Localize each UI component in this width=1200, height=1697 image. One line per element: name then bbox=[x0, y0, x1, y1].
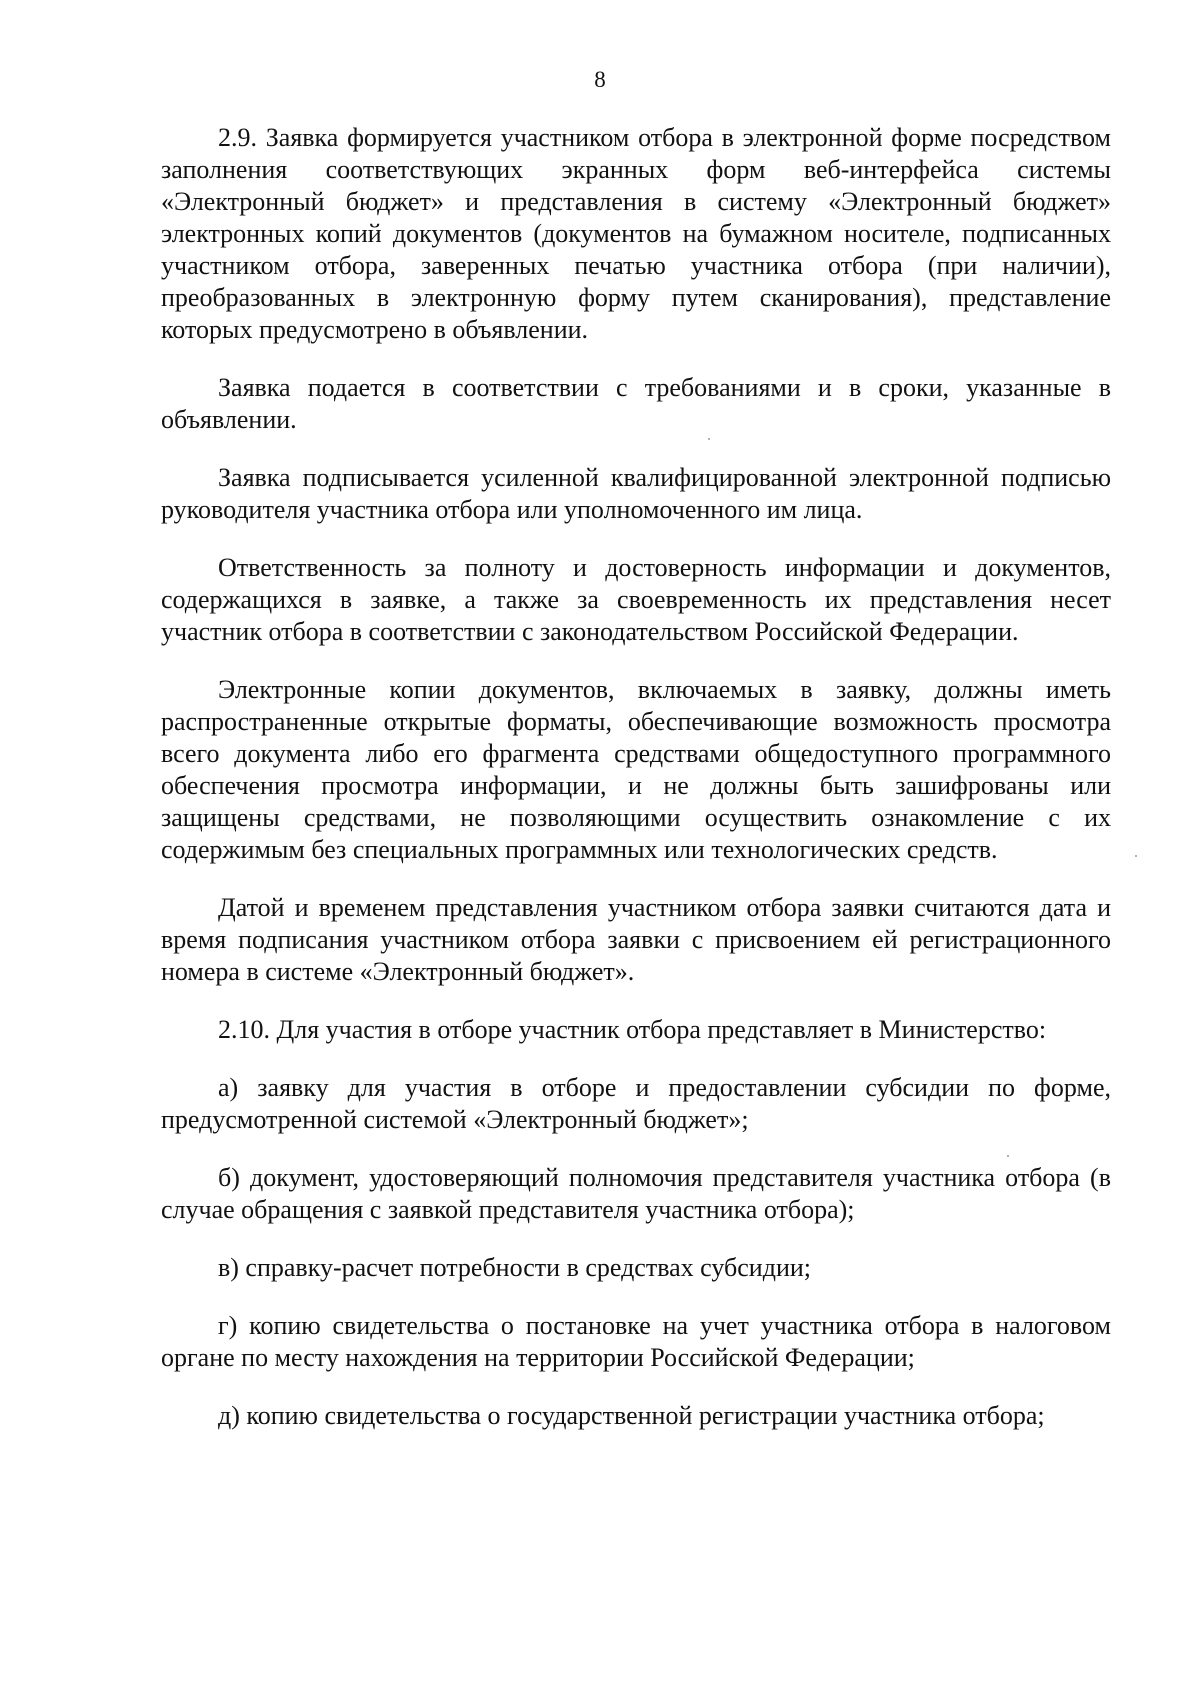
list-item-g: г) копию свидетельства о постановке на учет участника отбора в налоговом органе по месту нахождения на территории Российской Федерации; bbox=[161, 1311, 1111, 1372]
paragraph-submission-terms: Заявка подается в соответствии с требованиями и в сроки, указанные в объявлении. bbox=[161, 373, 1111, 434]
list-item-b: б) документ, удостоверяющий полномочия представителя участника отбора (в случае обращения с заявкой представителя участника отбора); bbox=[161, 1163, 1111, 1224]
paragraph-responsibility: Ответственность за полноту и достоверность информации и документов, содержащихся в заявке, а также за своевременность их представления несет участник отбора в соответствии с законодательством Российской Федерации. bbox=[161, 553, 1111, 646]
list-item-a: а) заявку для участия в отборе и предоставлении субсидии по форме, предусмотренной системой «Электронный бюджет»; bbox=[161, 1073, 1111, 1134]
paragraph-2-10: 2.10. Для участия в отборе участник отбора представляет в Министерство: bbox=[218, 1015, 1047, 1044]
scan-speck bbox=[708, 438, 710, 440]
list-item-d: д) копию свидетельства о государственной регистрации участника отбора; bbox=[218, 1401, 1045, 1430]
paragraph-2-9: 2.9. Заявка формируется участником отбора в электронной форме посредством заполнения соответствующих экранных форм веб-интерфейса системы «Электронный бюджет» и представления в систему «Электронный бюджет» электронных копий документов (документов на бумажном носителе, подписанных участником отбора, заверенных печатью участника отбора (при наличии), преобразованных в электронную форму путем сканирования), представление которых предусмотрено в объявлении. bbox=[161, 123, 1111, 344]
list-item-v: в) справку-расчет потребности в средствах субсидии; bbox=[218, 1253, 811, 1282]
scan-speck bbox=[1007, 1155, 1009, 1157]
paragraph-signature: Заявка подписывается усиленной квалифицированной электронной подписью руководителя участника отбора или уполномоченного им лица. bbox=[161, 463, 1111, 524]
page-number: 8 bbox=[594, 67, 606, 92]
scan-speck bbox=[1135, 855, 1137, 857]
document-body bbox=[161, 122, 1111, 1458]
paragraph-electronic-copies: Электронные копии документов, включаемых в заявку, должны иметь распространенные открытые форматы, обеспечивающие возможность просмотра всего документа либо его фрагмента средствами общедоступного программного обеспечения просмотра информации, и не должны быть зашифрованы или защищены средствами, не позволяющими осуществить ознакомление с их содержимым без специальных программных или технологических средств. bbox=[161, 675, 1111, 864]
paragraph-submission-date: Датой и временем представления участником отбора заявки считаются дата и время подписания участником отбора заявки с присвоением ей регистрационного номера в системе «Электронный бюджет». bbox=[161, 893, 1111, 986]
